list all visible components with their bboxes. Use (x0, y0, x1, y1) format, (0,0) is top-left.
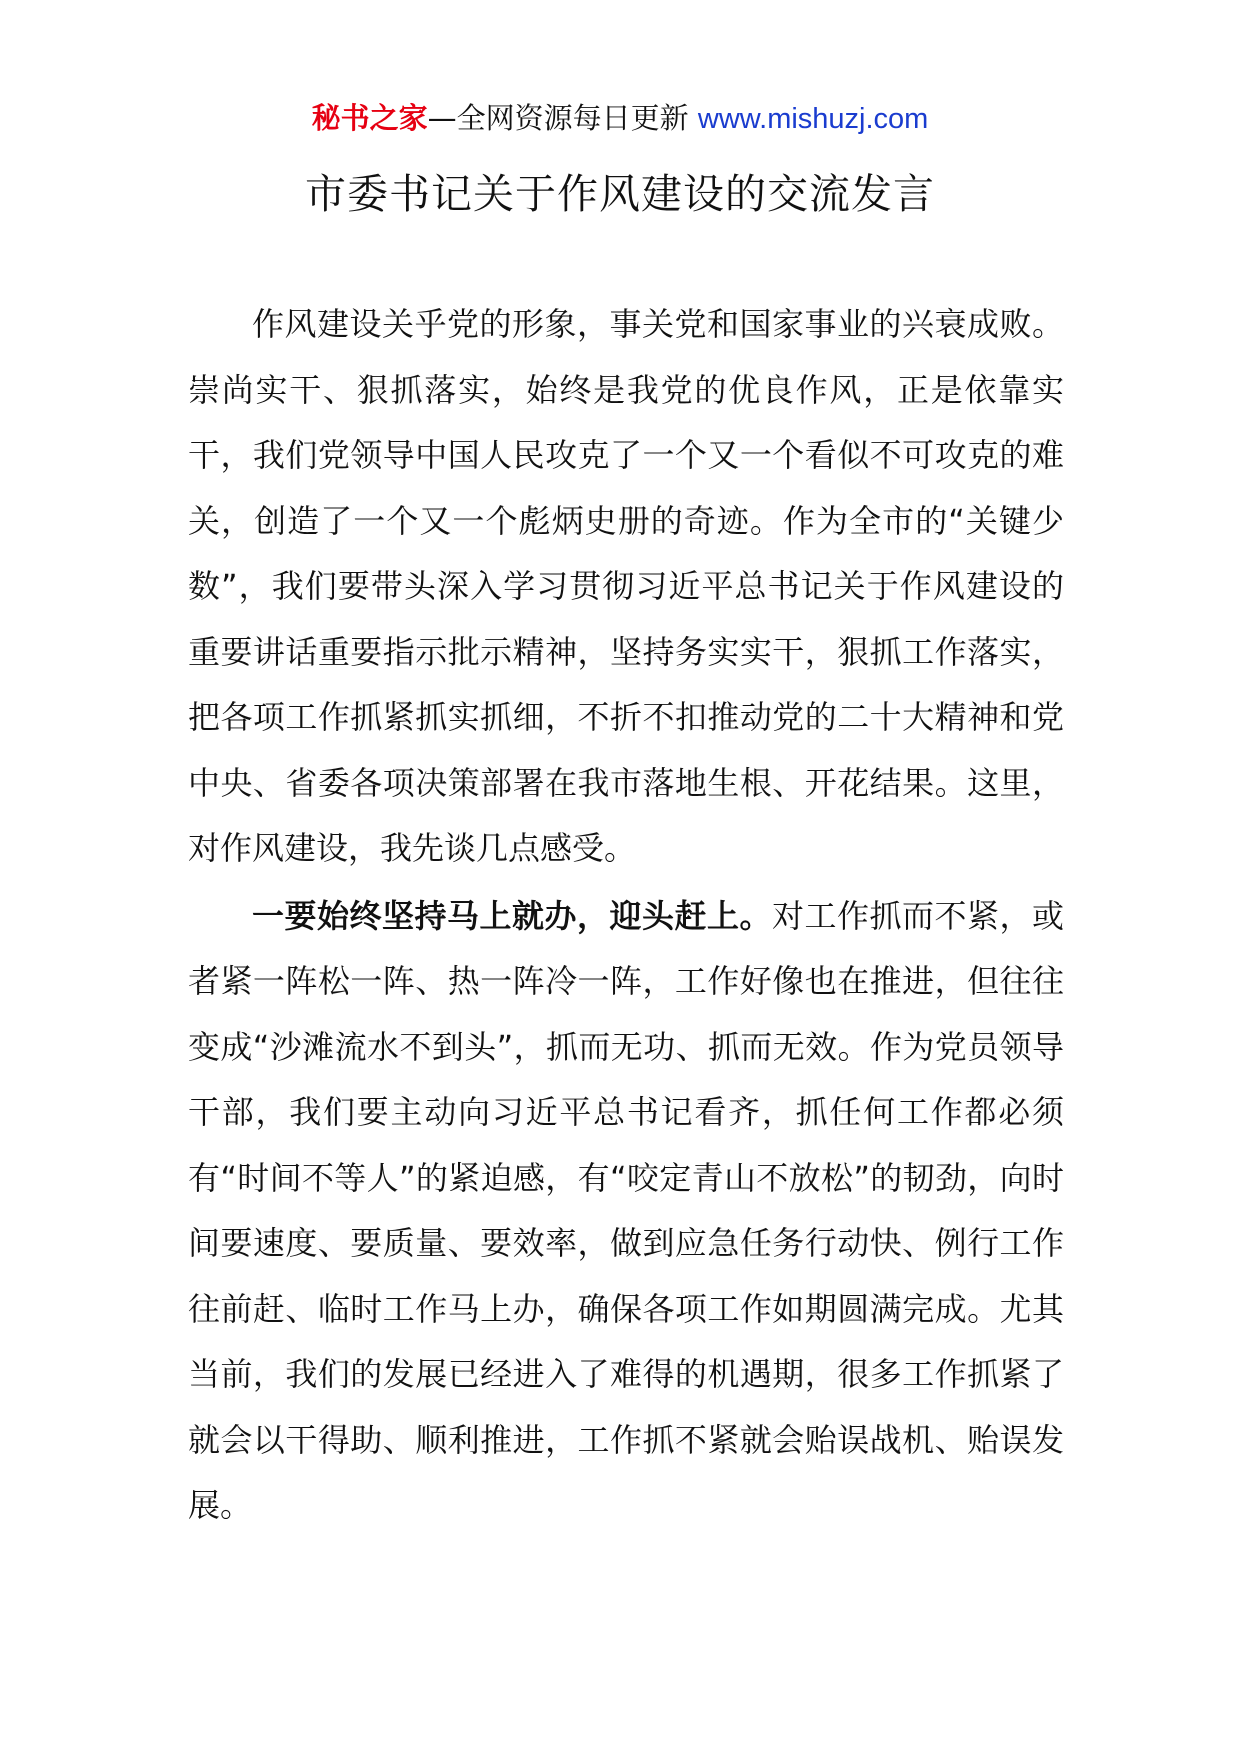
document-title: 市委书记关于作风建设的交流发言 (305, 170, 935, 218)
paragraph-2-text: 对工作抓而不紧，或者紧一阵松一阵、热一阵冷一阵，工作好像也在推进，但往往变成“沙滩流水不到头”，抓而无功、抓而无效。作为党员领导干部，我们要主动向习近平总书记看齐，抓任何工作都必须有“时间不等人”的紧迫感，有“咬定青山不放松”的韧劲，向时间要速度、要质量、要效率，做到应急任务行动快、例行工作往前赶、临时工作马上办，确保各项工作如期圆满完成。尤其当前，我们的发展已经进入了难得的机遇期，很多工作抓紧了就会以干得助、顺利推进，工作抓不紧就会贻误战机、贻误发展。 (188, 896, 1064, 1524)
body-paragraph-2 (188, 884, 1064, 1539)
site-tagline: —全网资源每日更新 (427, 101, 689, 135)
brand-name: 秘书之家 (311, 101, 428, 135)
document-body (188, 292, 1064, 1541)
paragraph-1-text: 作风建设关乎党的形象，事关党和国家事业的兴衰成败。崇尚实干、狠抓落实，始终是我党的优良作风，正是依靠实干，我们党领导中国人民攻克了一个又一个看似不可攻克的难关，创造了一个又一个彪炳史册的奇迹。作为全市的“关键少数”，我们要带头深入学习贯彻习近平总书记关于作风建设的重要讲话重要指示批示精神，坚持务实实干，狠抓工作落实，把各项工作抓紧抓实抓细，不折不扣推动党的二十大精神和党中央、省委各项决策部署在我市落地生根、开花结果。这里，对作风建设，我先谈几点感受。 (188, 305, 1064, 867)
paragraph-2-lead: 一要始终坚持马上就办，迎头赶上。 (252, 896, 772, 935)
body-paragraph-1 (188, 292, 1064, 882)
site-header (0, 100, 1240, 137)
site-url-link[interactable]: www.mishuzj.com (697, 103, 929, 135)
